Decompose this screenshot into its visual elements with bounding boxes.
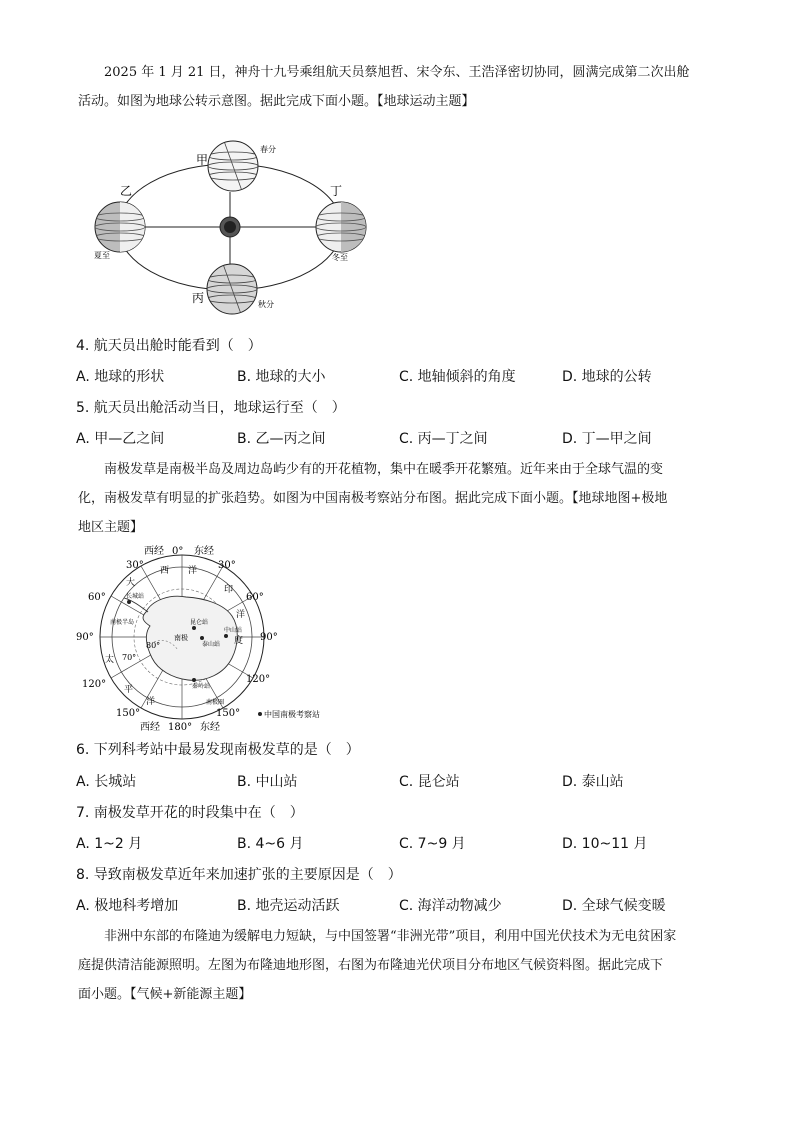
earth-winter bbox=[316, 202, 366, 252]
q7-option-a[interactable]: A. 1~2 月 bbox=[76, 836, 143, 852]
question-5-stem: 5. 航天员出舱活动当日，地球运行至（ ） bbox=[76, 400, 346, 416]
antarctic-circle-label: 南极圈 bbox=[206, 699, 225, 706]
question-4-stem: 4. 航天员出舱时能看到（ ） bbox=[76, 338, 262, 354]
ocean-ping: 平 bbox=[124, 685, 134, 695]
intro-paragraph-1 bbox=[78, 58, 716, 116]
ocean-xi: 西 bbox=[160, 566, 170, 576]
lon-30-west: 30° bbox=[126, 560, 144, 571]
ocean-du: 度 bbox=[234, 636, 244, 646]
antarctic-stations-map bbox=[74, 542, 344, 734]
label-yi: 乙 bbox=[120, 184, 133, 198]
taishan-label: 泰山站 bbox=[202, 641, 221, 648]
lon-60-east: 60° bbox=[246, 592, 264, 603]
term-summer: 夏至 bbox=[94, 251, 110, 260]
lon-180-label: 180° bbox=[168, 722, 193, 733]
earth-autumn bbox=[207, 264, 257, 314]
intro-paragraph-3 bbox=[78, 922, 716, 1009]
intro-3-line-1: 非洲中东部的布隆迪为缓解电力短缺，与中国签署“非洲光带”项目，利用中国光伏技术为无电贫困家 bbox=[104, 929, 677, 944]
zero-label: 0° bbox=[172, 546, 184, 557]
lon-120-east: 120° bbox=[246, 674, 271, 685]
label-jia: 甲 bbox=[196, 153, 209, 167]
lat-80: 80° bbox=[146, 641, 161, 650]
intro-3-line-3: 面小题。【气候+新能源主题】 bbox=[78, 987, 252, 1002]
kunlun-label: 昆仑站 bbox=[190, 619, 209, 626]
earth-summer bbox=[95, 202, 145, 252]
label-bing: 丙 bbox=[192, 291, 205, 305]
q8-option-a[interactable]: A. 极地科考增加 bbox=[76, 898, 179, 914]
intro-1-line-2: 活动。如图为地球公转示意图。据此完成下面小题。【地球运动主题】 bbox=[78, 94, 475, 109]
intro-2-line-3: 地区主题】 bbox=[78, 520, 144, 535]
lon-60-west: 60° bbox=[88, 592, 106, 603]
ocean-da: 大 bbox=[126, 578, 136, 588]
q7-option-c[interactable]: C. 7~9 月 bbox=[399, 836, 466, 852]
earth-spring bbox=[208, 141, 258, 191]
qinling-label: 秦岭站 bbox=[192, 683, 211, 690]
question-6-stem: 6. 下列科考站中最易发现南极发草的是（ ） bbox=[76, 742, 360, 758]
lon-150-east: 150° bbox=[216, 708, 241, 719]
q8-option-d[interactable]: D. 全球气候变暖 bbox=[562, 898, 666, 914]
ocean-yang-1: 洋 bbox=[188, 566, 198, 576]
q6-option-d[interactable]: D. 泰山站 bbox=[562, 774, 624, 790]
q4-option-b[interactable]: B. 地球的大小 bbox=[237, 369, 326, 385]
ocean-yang-3: 洋 bbox=[146, 697, 156, 707]
q6-option-b[interactable]: B. 中山站 bbox=[237, 774, 298, 790]
term-winter: 冬至 bbox=[332, 253, 348, 262]
q4-option-c[interactable]: C. 地轴倾斜的角度 bbox=[399, 369, 516, 385]
q4-option-d[interactable]: D. 地球的公转 bbox=[562, 369, 652, 385]
q6-option-a[interactable]: A. 长城站 bbox=[76, 774, 137, 790]
east-bottom-label: 东经 bbox=[200, 722, 220, 733]
q4-option-a[interactable]: A. 地球的形状 bbox=[76, 369, 165, 385]
great-wall-marker bbox=[127, 600, 131, 604]
legend-label: 中国南极考察站 bbox=[264, 710, 320, 719]
west-top-label: 西经 bbox=[144, 546, 164, 557]
label-ding: 丁 bbox=[330, 184, 343, 198]
intro-2-line-1: 南极发草是南极半岛及周边岛屿少有的开花植物，集中在暖季开花繁殖。近年来由于全球气温的变 bbox=[104, 462, 664, 477]
great-wall-label: 长城站 bbox=[126, 593, 145, 600]
lon-90-west: 90° bbox=[76, 632, 94, 643]
term-autumn: 秋分 bbox=[258, 300, 274, 309]
ocean-yin: 印 bbox=[224, 585, 234, 595]
intro-2-line-2: 化，南极发草有明显的扩张趋势。如图为中国南极考察站分布图。据此完成下面小题。【地球地图+极地 bbox=[78, 491, 668, 506]
legend-marker bbox=[258, 712, 262, 716]
lon-90-east: 90° bbox=[260, 632, 278, 643]
qinling-marker bbox=[192, 678, 196, 682]
earth-revolution-diagram bbox=[84, 132, 384, 316]
lon-120-west: 120° bbox=[82, 679, 107, 690]
ocean-yang-2: 洋 bbox=[236, 610, 246, 620]
ocean-tai: 太 bbox=[105, 655, 115, 665]
lat-70: 70° bbox=[122, 653, 137, 662]
q5-option-b[interactable]: B. 乙—丙之间 bbox=[237, 431, 326, 447]
intro-3-line-2: 庭提供清洁能源照明。左图为布隆迪地形图，右图为布隆迪光伏项目分布地区气候资料图。据此完成下 bbox=[78, 958, 664, 973]
question-8-stem: 8. 导致南极发草近年来加速扩张的主要原因是（ ） bbox=[76, 867, 402, 883]
term-spring: 春分 bbox=[260, 145, 276, 154]
q7-option-d[interactable]: D. 10~11 月 bbox=[562, 836, 648, 852]
sun-icon bbox=[220, 217, 240, 237]
west-bottom-label: 西经 bbox=[140, 722, 160, 733]
east-top-label: 东经 bbox=[194, 546, 214, 557]
q6-option-c[interactable]: C. 昆仑站 bbox=[399, 774, 460, 790]
q8-option-b[interactable]: B. 地壳运动活跃 bbox=[237, 898, 340, 914]
kunlun-marker bbox=[192, 626, 196, 630]
intro-paragraph-2 bbox=[78, 455, 716, 542]
lon-30-east: 30° bbox=[218, 560, 236, 571]
question-7-stem: 7. 南极发草开花的时段集中在（ ） bbox=[76, 805, 304, 821]
zhongshan-label: 中山站 bbox=[224, 627, 243, 634]
q5-option-c[interactable]: C. 丙—丁之间 bbox=[399, 431, 488, 447]
q7-option-b[interactable]: B. 4~6 月 bbox=[237, 836, 304, 852]
q8-option-c[interactable]: C. 海洋动物减少 bbox=[399, 898, 502, 914]
peninsula-label: 南极半岛 bbox=[110, 619, 135, 626]
q5-option-d[interactable]: D. 丁—甲之间 bbox=[562, 431, 652, 447]
intro-1-line-1: 2025 年 1 月 21 日，神舟十九号乘组航天员蔡旭哲、宋令东、王浩泽密切协同，圆满完成第二次出舱 bbox=[104, 65, 690, 80]
q5-option-a[interactable]: A. 甲—乙之间 bbox=[76, 431, 165, 447]
pole-label: 南极 bbox=[174, 634, 188, 642]
lon-150-west: 150° bbox=[116, 708, 141, 719]
taishan-marker bbox=[200, 636, 204, 640]
zhongshan-marker bbox=[224, 634, 228, 638]
